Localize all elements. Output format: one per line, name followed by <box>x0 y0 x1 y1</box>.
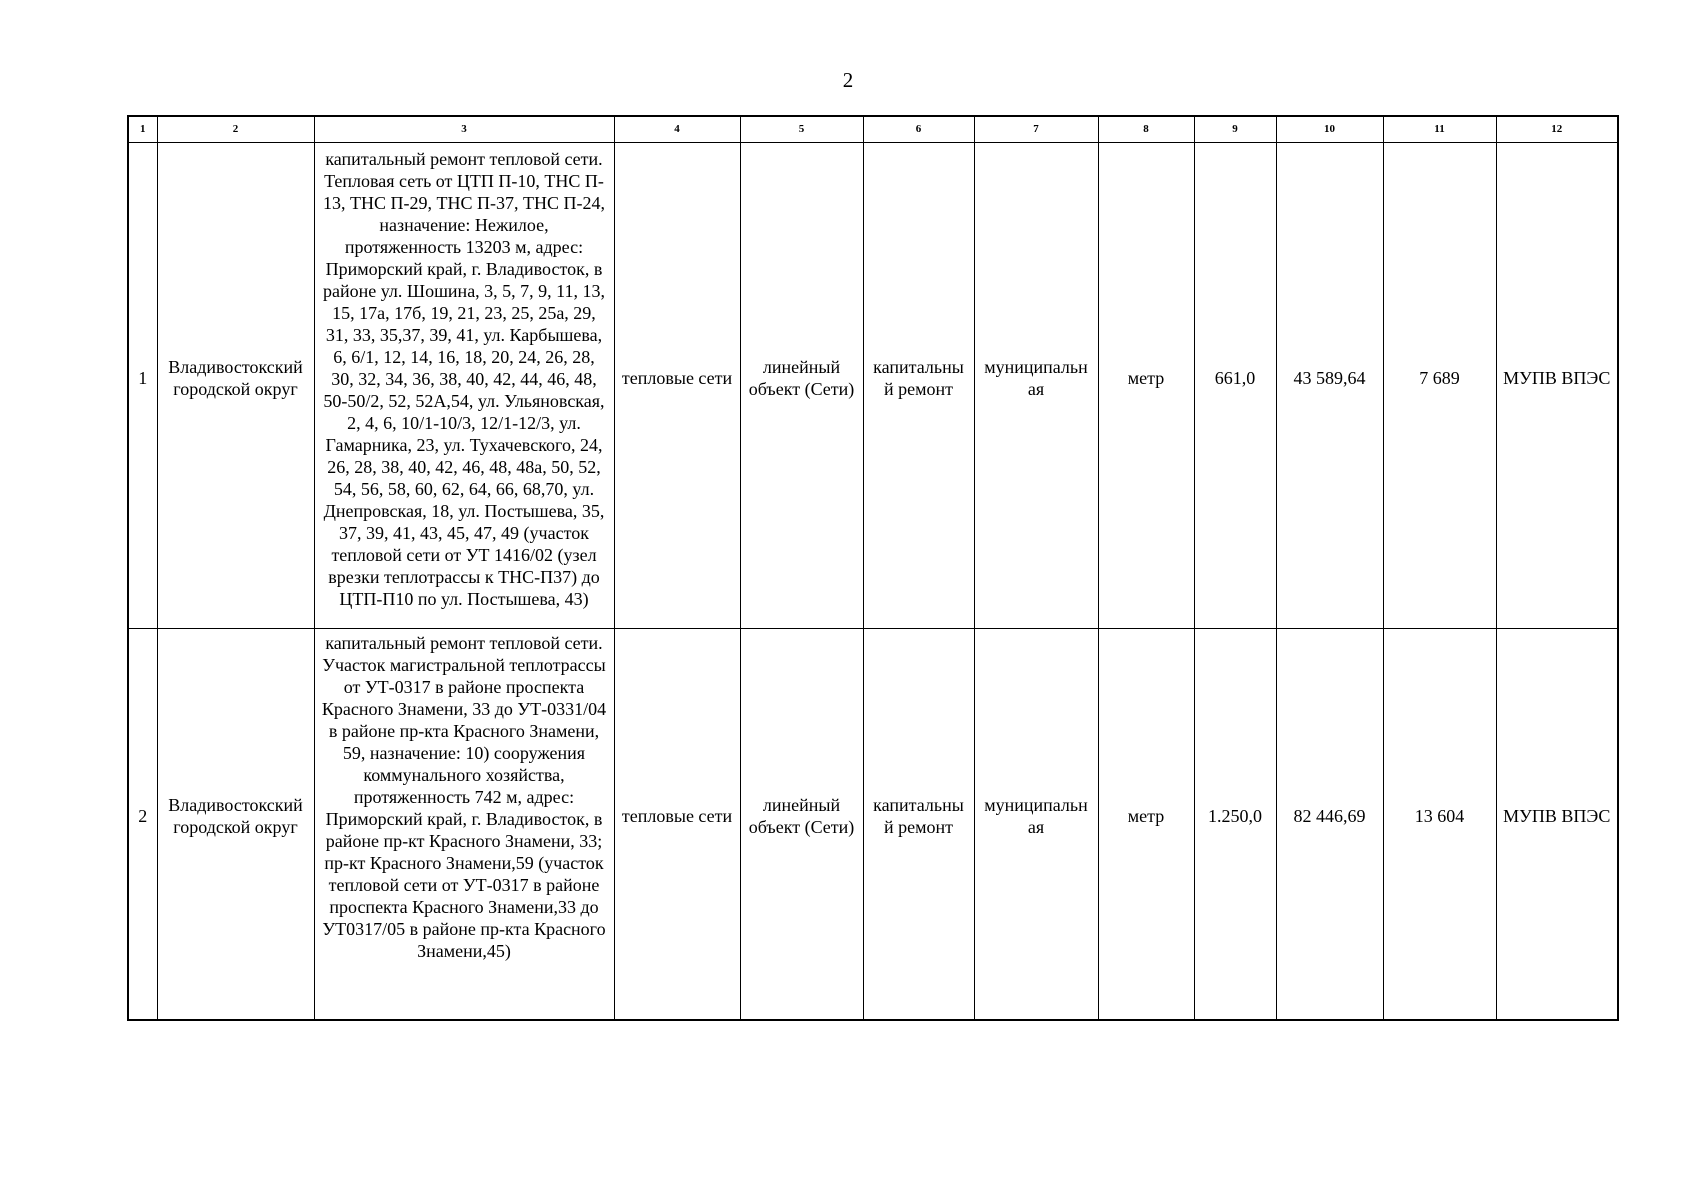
cell-col-3: капитальный ремонт тепловой сети. Участок магистральной теплотрассы от УТ-0317 в районе проспекта Красного Знамени, 33 до УТ-0331/04 в районе пр-кта Красного Знамени, 59, назначение: 10) сооружения коммунального хозяйства, протяженность 742 м, адрес: Приморский край, г. Владивосток, в районе пр-кт Красного Знамени, 33; пр-кт Красного Знамени,59 (участок тепловой сети от УТ-0317 в районе проспекта Красного Знамени,33 до УТ0317/05 в районе пр-кта Красного Знамени,45) <box>314 628 614 1020</box>
cell-col-6: капитальны й ремонт <box>863 628 974 1020</box>
cell-col-3: капитальный ремонт тепловой сети. Тепловая сеть от ЦТП П-10, ТНС П- 13, ТНС П-29, ТНС П-37, ТНС П-24, назначение: Нежилое, протяженность 13203 м, адрес: Приморский край, г. Владивосток, в районе ул. Шошина, 3, 5, 7, 9, 11, 13, 15, 17а, 17б, 19, 21, 23, 25, 25а, 29, 31, 33, 35,37, 39, 41, ул. Карбышева, 6, 6/1, 12, 14, 16, 18, 20, 24, 26, 28, 30, 32, 34, 36, 38, 40, 42, 44, 46, 48, 50-50/2, 52, 52А,54, ул. Ульяновская, 2, 4, 6, 10/1-10/3, 12/1-12/3, ул. Гамарника, 23, ул. Тухачевского, 24, 26, 28, 38, 40, 42, 46, 48, 48а, 50, 52, 54, 56, 58, 60, 62, 64, 66, 68,70, ул. Днепровская, 18, ул. Постышева, 35, 37, 39, 41, 43, 45, 47, 49 (участок тепловой сети от УТ 1416/02 (узел врезки теплотрассы к ТНС-П37) до ЦТП-П10 по ул. Постышева, 43) <box>314 142 614 628</box>
cell-col-11: 7 689 <box>1383 142 1496 628</box>
column-number-header: 12 <box>1496 116 1618 142</box>
cell-col-5: линейный объект (Сети) <box>740 142 863 628</box>
cell-col-8: метр <box>1098 142 1194 628</box>
cell-col-7: муниципальн ая <box>974 142 1098 628</box>
column-number-header: 5 <box>740 116 863 142</box>
cell-col-12: МУПВ ВПЭС <box>1496 628 1618 1020</box>
cell-col-10: 82 446,69 <box>1276 628 1383 1020</box>
column-number-row <box>128 116 1618 142</box>
cell-col-4: тепловые сети <box>614 628 740 1020</box>
column-number-header: 3 <box>314 116 614 142</box>
cell-col-10: 43 589,64 <box>1276 142 1383 628</box>
cell-col-7: муниципальн ая <box>974 628 1098 1020</box>
column-number-header: 11 <box>1383 116 1496 142</box>
column-number-header: 10 <box>1276 116 1383 142</box>
cell-col-5: линейный объект (Сети) <box>740 628 863 1020</box>
cell-col-9: 661,0 <box>1194 142 1276 628</box>
cell-col-2: Владивостокский городской округ <box>157 142 314 628</box>
page-number: 2 <box>842 68 854 92</box>
cell-col-1: 2 <box>128 628 157 1020</box>
column-number-header: 7 <box>974 116 1098 142</box>
cell-col-9: 1.250,0 <box>1194 628 1276 1020</box>
data-table <box>127 115 1619 1021</box>
table-row <box>128 142 1618 628</box>
cell-col-11: 13 604 <box>1383 628 1496 1020</box>
column-number-header: 4 <box>614 116 740 142</box>
column-number-header: 1 <box>128 116 157 142</box>
column-number-header: 2 <box>157 116 314 142</box>
column-number-header: 6 <box>863 116 974 142</box>
cell-col-8: метр <box>1098 628 1194 1020</box>
cell-col-1: 1 <box>128 142 157 628</box>
cell-col-4: тепловые сети <box>614 142 740 628</box>
column-number-header: 9 <box>1194 116 1276 142</box>
cell-col-6: капитальны й ремонт <box>863 142 974 628</box>
cell-col-2: Владивостокский городской округ <box>157 628 314 1020</box>
cell-col-12: МУПВ ВПЭС <box>1496 142 1618 628</box>
table-row <box>128 628 1618 1020</box>
column-number-header: 8 <box>1098 116 1194 142</box>
